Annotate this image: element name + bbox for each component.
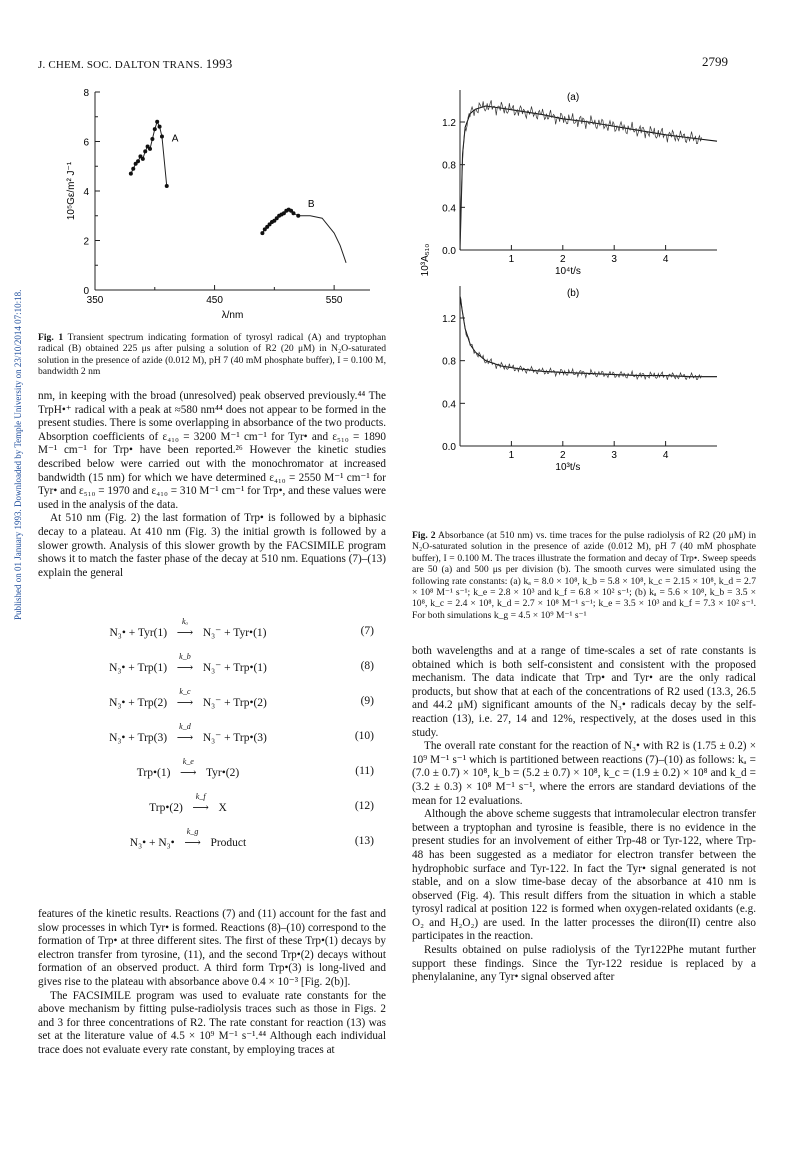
equation-arrow xyxy=(170,617,200,639)
fig1-y-tick-label: 0 xyxy=(83,286,89,297)
fig2-a-y-tick-label: 0.4 xyxy=(442,203,456,215)
right-paragraph-1: both wavelengths and at a range of time-scales a set of rate constants is obtained which is both self-consistent and consistent with the proposed mechanism. The data indicate that Trp• and Tyr• are the only radical products, but show that at each of the concentrations of R2 used (13.3, 26.5 and 44.2 μM) significant amounts of the N₃• radicals decay by the self-reaction (13), i.e. 27, 14 and 12%, respectively, at the doses used in this study. xyxy=(412,645,756,739)
fig2-a-x-tick-label: 4 xyxy=(662,254,669,265)
equation-rhs: Product xyxy=(207,837,247,849)
rate-constant-label: k_e xyxy=(182,757,194,766)
journal-year: 1993 xyxy=(205,56,233,71)
equation-block xyxy=(38,617,386,895)
fig1-y-label: 10⁵Gε/m² J⁻¹ xyxy=(66,161,77,221)
fig1-data-point xyxy=(141,157,145,161)
equation-lhs: N₃• + Trp(3) xyxy=(109,732,170,744)
equation-arrow xyxy=(186,792,216,814)
fig1-caption-text: Transient spectrum indicating formation of tyrosyl radical (A) and tryptophan radical (B) obtained 225 μs after pulsing a solution of R2 (20 μM) in N₂O-saturated solution in the presence of azide (0.012 M), pH 7 (40 mM phosphate buffer), I = 0.100 M, bandwidth 2 nm xyxy=(38,332,386,378)
fig2-a-experimental-trace xyxy=(460,100,702,247)
fig1-x-tick-label: 350 xyxy=(86,295,104,306)
fig2-caption xyxy=(412,530,756,621)
left-paragraph-4: The FACSIMILE program was used to evaluate rate constants for the above mechanism by fitting pulse-radiolysis traces such as those in Figs. 2 and 3 for three concentrations of R2. The rate constant for reaction (13) was set at the literature value of 4.5 × 10⁹ M⁻¹ s⁻¹.⁴⁴ Although each individual trace does not evaluate every rate constant, by employing traces at xyxy=(38,989,386,1056)
arrow-icon: ⟶ xyxy=(176,627,194,639)
fig2-a-x-tick-label: 2 xyxy=(560,254,566,265)
fig1-data-point xyxy=(155,120,159,124)
fig1-series-label: A xyxy=(171,133,179,145)
right-paragraph-4: Results obtained on pulse radiolysis of the Tyr122Phe mutant further support these findings. Since the Tyr-122 residue is replaced by a phenylalanine, any Tyr• signal observed after xyxy=(412,944,756,984)
fig1-y-tick-label: 2 xyxy=(83,236,89,248)
fig1-y-tick-label: 8 xyxy=(83,88,89,99)
left-column xyxy=(38,390,386,580)
fig2-panel-label-a: (a) xyxy=(566,92,580,103)
equation-row xyxy=(38,757,386,787)
equation-number: (9) xyxy=(360,695,374,707)
equation-lhs: N₃• + Tyr(1) xyxy=(109,627,170,639)
fig1-x-tick-label: 450 xyxy=(206,295,223,306)
fig2-y-label: 10³A₅₁₀ xyxy=(420,243,431,277)
fig2-b-x-tick-label: 1 xyxy=(508,450,515,461)
rate-constant-label: kₐ xyxy=(182,617,188,626)
fig2-b-x-tick-label: 4 xyxy=(662,450,669,461)
left-paragraph-1: nm, in keeping with the broad (unresolved) peak observed previously.⁴⁴ The TrpH•⁺ radical with a peak at ≈580 nm⁴⁴ does not appear to be formed in the present studies. There is some overlapping in absorbance of the two products. Absorption coefficients of ε₄₁₀ = 3200 M⁻¹ cm⁻¹ for Tyr• and ε₅₁₀ = 1890 M⁻¹ cm⁻¹ for Trp• have been reported.²⁶ However the kinetic studies described below were carried out with the monochromator at increased bandwidth (15 nm) for which we have determined ε₄₁₀ = 2550 M⁻¹ cm⁻¹ for Tyr• and ε₅₁₀ = 1970 and ε₄₁₀ = 310 M⁻¹ cm⁻¹ for Trp•, and these values were used in the analysis of the data. xyxy=(38,390,386,511)
equation-body xyxy=(38,652,338,674)
equation-rhs: N₃⁻ + Trp•(2) xyxy=(199,697,267,709)
fig2-b-y-tick-label: 0.4 xyxy=(442,399,456,411)
equation-row xyxy=(38,617,386,647)
equation-body xyxy=(38,722,338,744)
equation-lhs: N₃• + Trp(1) xyxy=(109,662,170,674)
left-paragraph-2: At 510 nm (Fig. 2) the last formation of Trp• is followed by a biphasic decay to a plateau. At 410 nm (Fig. 3) the initial growth is followed by a slower growth. Analysis of this slower growth by the FACSIMILE program shows it to match the faster phase of the decay at 510 nm. Equations (7)–(13) explain the general xyxy=(38,512,386,579)
rate-constant-label: k_f xyxy=(195,792,206,801)
fig2-a-x-tick-label: 1 xyxy=(508,254,515,265)
rate-constant-label: k_g xyxy=(186,827,199,836)
equation-row xyxy=(38,792,386,822)
arrow-icon: ⟶ xyxy=(176,662,194,674)
journal-name: J. CHEM. SOC. DALTON TRANS. xyxy=(38,59,203,71)
equation-arrow xyxy=(170,722,200,744)
fig1-data-point xyxy=(291,211,295,215)
fig2-b-y-tick-label: 0.8 xyxy=(442,356,456,368)
fig2-chart xyxy=(412,78,752,518)
download-watermark[interactable]: Published on 01 January 1993. Downloaded by Temple University on 23/10/2014 07:10:18. xyxy=(13,289,23,620)
fig2-a-y-tick-label: 1.2 xyxy=(442,118,456,129)
fig1-data-point xyxy=(160,135,164,139)
fig1-data-point xyxy=(165,184,169,188)
equation-lhs: Trp•(2) xyxy=(149,802,186,814)
equation-arrow xyxy=(170,687,200,709)
equation-row xyxy=(38,652,386,682)
arrow-icon: ⟶ xyxy=(176,697,194,709)
fig1-data-point xyxy=(131,167,135,171)
fig1-data-point xyxy=(153,127,157,131)
fig1-y-tick-label: 6 xyxy=(83,137,89,149)
fig2-b-x-label: 10³t/s xyxy=(555,462,581,473)
fig2-a-x-tick-label: 3 xyxy=(611,254,617,265)
equation-arrow xyxy=(170,652,200,674)
running-header xyxy=(38,56,233,72)
arrow-icon: ⟶ xyxy=(192,802,209,814)
equation-row xyxy=(38,722,386,752)
rate-constant-label: k_b xyxy=(179,652,191,661)
equation-row xyxy=(38,687,386,717)
fig2-b-x-tick-label: 3 xyxy=(611,450,617,461)
equation-rhs: N₃⁻ + Tyr•(1) xyxy=(199,627,267,639)
fig1-data-point xyxy=(158,125,162,129)
equation-number: (13) xyxy=(354,835,374,847)
equation-row xyxy=(38,827,386,857)
fig1-series-line-A xyxy=(131,122,167,186)
rate-constant-label: k_d xyxy=(179,722,191,731)
equation-number: (11) xyxy=(355,765,374,777)
equation-body xyxy=(38,687,338,709)
fig1-data-point xyxy=(136,159,140,163)
equation-lhs: N₃• + N₃• xyxy=(129,837,178,849)
equation-body xyxy=(38,757,338,779)
fig1-x-label: λ/nm xyxy=(221,310,244,321)
equation-body xyxy=(38,827,338,849)
fig1-chart xyxy=(60,82,390,322)
left-column-cont xyxy=(38,908,386,1058)
fig2-a-simulated-curve xyxy=(460,106,717,250)
fig1-x-tick-label: 550 xyxy=(325,295,343,306)
equation-arrow xyxy=(173,757,203,779)
equation-rhs: N₃⁻ + Trp•(1) xyxy=(199,662,267,674)
fig2-a-x-label: 10⁴t/s xyxy=(554,266,581,277)
equation-number: (12) xyxy=(354,800,374,812)
fig1-y-tick-label: 4 xyxy=(83,187,89,198)
equation-number: (10) xyxy=(354,730,374,742)
fig2-b-simulated-curve xyxy=(460,297,717,377)
fig2-b-x-tick-label: 2 xyxy=(560,450,566,461)
right-paragraph-2: The overall rate constant for the reaction of N₃• with R2 is (1.75 ± 0.2) × 10⁹ M⁻¹ s⁻¹ which is partitioned between reactions (7)–(10) as follows: kₐ = (7.0 ± 0.7) × 10⁸, k_b = (5.2 ± 0.7) × 10⁸, k_c = (1.9 ± 0.2) × 10⁸ and k_d = (3.2 ± 0.3) × 10⁸ M⁻¹ s⁻¹, where the errors are standard deviations of the mean for 12 evaluations. xyxy=(412,740,756,807)
fig1-data-point xyxy=(296,214,300,218)
fig2-panel-label-b: (b) xyxy=(566,288,580,299)
equation-lhs: N₃• + Trp(2) xyxy=(109,697,170,709)
equation-number: (7) xyxy=(360,625,374,637)
fig1-data-point xyxy=(148,147,152,151)
fig1-caption-label: Fig. 1 xyxy=(38,332,64,343)
rate-constant-label: k_c xyxy=(179,687,191,696)
fig1-data-point xyxy=(129,172,133,176)
arrow-icon: ⟶ xyxy=(176,732,194,744)
fig2-caption-label: Fig. 2 xyxy=(412,530,436,541)
equation-lhs: Trp•(1) xyxy=(136,767,174,779)
fig2-b-y-tick-label: 1.2 xyxy=(442,314,456,325)
fig2-a-y-tick-label: 0.0 xyxy=(442,246,456,257)
fig1-data-point xyxy=(150,137,154,141)
fig2-a-y-tick-label: 0.8 xyxy=(442,160,456,172)
fig2-b-y-tick-label: 0.0 xyxy=(442,442,456,453)
arrow-icon: ⟶ xyxy=(180,767,197,779)
equation-rhs: Tyr•(2) xyxy=(203,767,240,779)
equation-number: (8) xyxy=(360,660,374,672)
right-paragraph-3: Although the above scheme suggests that intramolecular electron transfer between a tryptophan and tyrosine is feasible, there is no evidence in the present studies for an involvement of either Trp-48 or Tyr-122, where Trp-48 has been suggested as a mediator for electron transfer between the hydrophobic surface and Tyr-122. In fact the Tyr• signal generated is not stable, and on a slow time-base decay of the absorbance at 410 nm is observed (Fig. 4). This result differs from the situation in which a stable tyrosyl radical at position 122 is formed when oxygen-related oxidants (e.g. O₂ and H₂O₂) are used. In the latter processes the diiron(II) centre also participates in the reaction. xyxy=(412,808,756,943)
arrow-icon: ⟶ xyxy=(184,837,201,849)
left-paragraph-3: features of the kinetic results. Reactions (7) and (11) account for the fast and slow processes in which Tyr• is formed. Reactions (8)–(10) correspond to the formation of Trp• at three different sites. The first of these Trp•(1) decays by electron transfer from tyrosine, (11), and the second Trp•(2) decays without formation of an observed product. A third form Trp•(3) is long-lived and gives rise to the plateau with absorbance above 0.4 × 10⁻³ [Fig. 2(b)]. xyxy=(38,908,386,988)
equation-body xyxy=(38,792,338,814)
fig1-caption xyxy=(38,332,386,378)
fig2-caption-text: Absorbance (at 510 nm) vs. time traces for the pulse radiolysis of R2 (20 μM) in N₂O-saturated solution in the presence of azide (0.012 M), pH 7 (40 mM phosphate buffer), I = 0.100 M. The traces illustrate the formation and decay of Trp•. Sweep speeds are 50 (a) and 500 μs per division (b). The smooth curves were simulated using the following rate constants: (a) kₐ = 8.0 × 10⁸, k_b = 5.8 × 10⁸, k_c = 2.15 × 10⁸, k_d = 2.7 × 10⁸ M⁻¹ s⁻¹; k_e = 2.8 × 10³ and k_f = 6.8 × 10² s⁻¹; (b) kₐ = 5.6 × 10⁸, k_b = 3.5 × 10⁸, k_c = 2.4 × 10⁸, k_d = 2.7 × 10⁸ M⁻¹ s⁻¹; k_e = 3.5 × 10³ and k_f = 7.3 × 10² s⁻¹. For both simulations k_g = 4.5 × 10⁹ M⁻¹ s⁻¹ xyxy=(412,530,756,621)
fig2-b-experimental-trace xyxy=(460,295,702,379)
page-number: 2799 xyxy=(702,54,728,69)
right-column xyxy=(412,645,756,985)
equation-body xyxy=(38,617,338,639)
fig1-data-point xyxy=(260,231,264,235)
fig1-series-label: B xyxy=(307,199,315,211)
equation-rhs: X xyxy=(215,802,227,814)
equation-rhs: N₃⁻ + Trp•(3) xyxy=(199,732,267,744)
equation-arrow xyxy=(178,827,208,849)
fig1-data-point xyxy=(143,149,147,153)
